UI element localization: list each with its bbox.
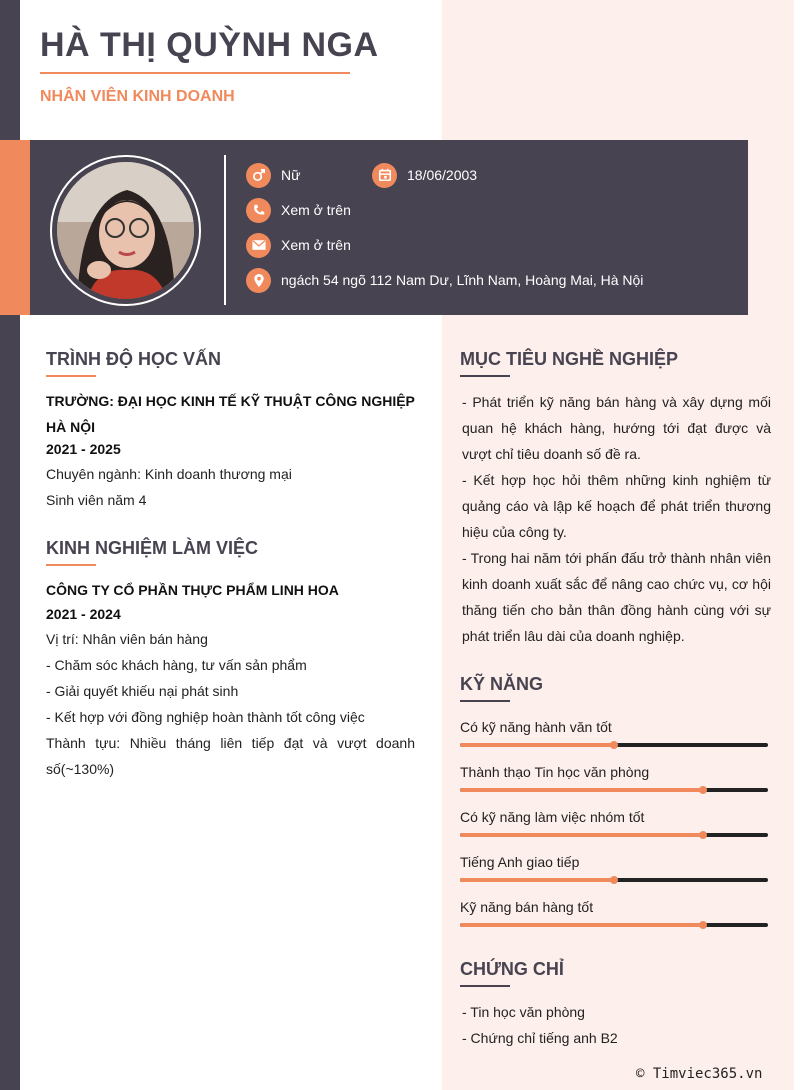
birthday-value: 18/06/2003 [407,167,478,183]
education-year: Sinh viên năm 4 [46,492,147,508]
skill-bar [460,923,768,927]
phone-value: Xem ở trên [281,202,351,218]
band-divider [224,155,226,305]
name-underline [40,72,350,74]
experience-duty: - Giải quyết khiếu nại phát sinh [46,683,239,699]
avatar [57,162,194,299]
experience-company: CÔNG TY CỔ PHẦN THỰC PHẨM LINH HOA [46,582,339,598]
gender-value: Nữ [281,167,301,183]
objective-item: - Trong hai năm tới phấn đấu trở thành nhân viên kinh doanh xuất sắc để nâng cao chức vụ, cơ hội thăng tiến cho bản thân đồng hành cùng với sự phát triển lâu dài của doanh nghiệp. [462,550,771,644]
phone-row [246,197,351,223]
footer-credit: © Timviec365.vn [636,1066,763,1082]
education-major: Chuyên ngành: Kinh doanh thương mại [46,466,292,482]
job-title: NHÂN VIÊN KINH DOANH [40,88,235,105]
email-row [246,232,351,258]
skill-bar-knob [610,876,618,884]
mail-icon [246,233,271,258]
experience-achievement: Thành tựu: Nhiều tháng liên tiếp đạt và vượt doanh số(~130%) [46,735,415,777]
skill-bar-fill [460,833,703,837]
birthday-row [372,162,477,188]
gender-row [246,162,300,188]
skills-title-underline [460,700,510,702]
right-edge [794,0,800,1090]
experience-position: Vị trí: Nhân viên bán hàng [46,631,208,647]
objective-title: MỤC TIÊU NGHỀ NGHIỆP [460,349,679,369]
experience-duty: - Chăm sóc khách hàng, tư vấn sản phẩm [46,657,307,673]
education-title: TRÌNH ĐỘ HỌC VẤN [46,349,221,369]
candidate-name: HÀ THỊ QUỲNH NGA [40,26,379,64]
certificate-item: - Tin học văn phòng [462,1004,585,1020]
skill-bar [460,743,768,747]
experience-title: KINH NGHIỆM LÀM VIỆC [46,538,259,558]
skill-label: Thành thạo Tin học văn phòng [460,764,650,780]
location-icon [246,268,271,293]
certificate-item: - Chứng chỉ tiếng anh B2 [462,1030,618,1046]
certificates-title-underline [460,985,510,987]
gender-icon [246,163,271,188]
skill-bar-fill [460,878,614,882]
skills-title: KỸ NĂNG [460,674,544,694]
skill-bar [460,833,768,837]
education-period: 2021 - 2025 [46,441,121,457]
address-row [246,267,643,293]
education-title-underline [46,375,96,377]
band-accent [0,140,30,315]
email-value: Xem ở trên [281,237,351,253]
experience-title-underline [46,564,96,566]
skill-label: Tiếng Anh giao tiếp [460,854,580,870]
certificates-title: CHỨNG CHỈ [460,959,564,979]
skill-bar-fill [460,788,703,792]
calendar-icon [372,163,397,188]
skill-label: Có kỹ năng làm việc nhóm tốt [460,809,645,825]
skill-bar-fill [460,923,703,927]
phone-icon [246,198,271,223]
experience-period: 2021 - 2024 [46,606,121,622]
address-value: ngách 54 ngõ 112 Nam Dư, Lĩnh Nam, Hoàng Mai, Hà Nội [281,272,644,288]
experience-duty: - Kết hợp với đồng nghiệp hoàn thành tốt công việc [46,709,365,725]
objective-item: - Kết hợp học hỏi thêm những kinh nghiệm từ quảng cáo và lập kế hoạch để phát triển thương hiệu của công ty. [462,472,771,540]
skill-label: Có kỹ năng hành văn tốt [460,719,612,735]
objective-item: - Phát triển kỹ năng bán hàng và xây dựng mối quan hệ khách hàng, hướng tới đạt được và vượt chỉ tiêu doanh số đề ra. [462,394,771,462]
skill-label: Kỹ năng bán hàng tốt [460,899,594,915]
skill-bar-fill [460,743,614,747]
education-school: TRƯỜNG: ĐẠI HỌC KINH TẾ KỸ THUẬT CÔNG NGHIỆP HÀ NỘI [46,393,415,435]
skill-bar [460,788,768,792]
skill-bar-knob [610,741,618,749]
skill-bar [460,878,768,882]
objective-title-underline [460,375,510,377]
